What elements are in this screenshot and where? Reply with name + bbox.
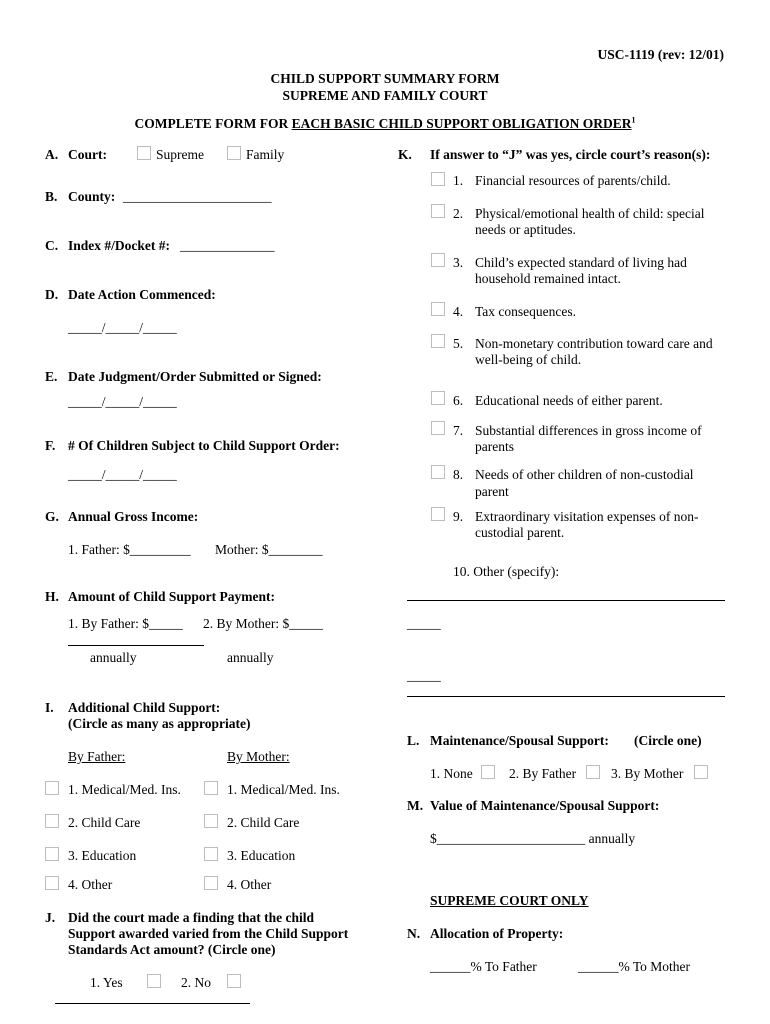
reason-9-checkbox[interactable] — [431, 507, 445, 521]
reason-9-text: Extraordinary visitation expenses of non- — [475, 509, 699, 524]
other-blank-1[interactable]: _____ — [407, 616, 441, 631]
form-title: CHILD SUPPORT SUMMARY FORM — [270, 71, 500, 86]
reason-5-text-cont: well-being of child. — [475, 352, 582, 367]
index-docket-field[interactable]: ______________ — [180, 238, 275, 253]
father-medical-checkbox[interactable] — [45, 781, 59, 795]
family-label: Family — [246, 147, 285, 162]
no-checkbox[interactable] — [227, 974, 241, 988]
father-payment-field[interactable]: 1. By Father: $_____ — [68, 616, 183, 631]
other-line-1[interactable] — [407, 600, 725, 601]
reason-4-number: 4. — [453, 304, 464, 319]
reason-7-text-cont: parents — [475, 439, 514, 454]
signature-line — [55, 1003, 250, 1004]
maintenance-circle-instruction: (Circle one) — [634, 733, 702, 748]
date-commenced-field[interactable]: _____/_____/_____ — [68, 320, 177, 335]
mother-medical-label: 1. Medical/Med. Ins. — [227, 782, 340, 797]
county-field[interactable]: ______________________ — [123, 189, 272, 204]
section-c-letter: C. — [45, 238, 59, 253]
reason-2-text-cont: needs or aptitudes. — [475, 222, 576, 237]
maintenance-none-label: 1. None — [430, 766, 473, 781]
court-title: SUPREME AND FAMILY COURT — [282, 88, 488, 103]
subtitle-underlined: EACH BASIC CHILD SUPPORT OBLIGATION ORDER — [291, 116, 632, 131]
supreme-label: Supreme — [156, 147, 204, 162]
reason-3-checkbox[interactable] — [431, 253, 445, 267]
reason-5-text: Non-monetary contribution toward care and — [475, 336, 713, 351]
reason-2-text: Physical/emotional health of child: special — [475, 206, 705, 221]
section-k-letter: K. — [398, 147, 412, 162]
form-subtitle — [0, 116, 770, 132]
finding-question-line1: Did the court made a finding that the child — [68, 910, 315, 925]
children-count-label: # Of Children Subject to Child Support Order: — [68, 438, 340, 453]
reason-5-checkbox[interactable] — [431, 334, 445, 348]
reason-7-checkbox[interactable] — [431, 421, 445, 435]
index-docket-label: Index #/Docket #: — [68, 238, 170, 253]
section-n-letter: N. — [407, 926, 421, 941]
reason-9-text-cont: custodial parent. — [475, 525, 565, 540]
section-l-letter: L. — [407, 733, 420, 748]
mother-annually-label: annually — [227, 650, 274, 665]
mother-payment-field[interactable]: 2. By Mother: $_____ — [203, 616, 323, 631]
yes-label: 1. Yes — [90, 975, 123, 990]
reason-other-label: 10. Other (specify): — [453, 564, 560, 579]
family-checkbox[interactable] — [227, 146, 241, 160]
payment-underline — [68, 645, 204, 646]
section-m-letter: M. — [407, 798, 424, 813]
yes-checkbox[interactable] — [147, 974, 161, 988]
other-line-2[interactable] — [407, 696, 725, 697]
subtitle-prefix: COMPLETE FORM FOR — [134, 116, 292, 131]
reason-1-checkbox[interactable] — [431, 172, 445, 186]
date-judgment-field[interactable]: _____/_____/_____ — [68, 394, 177, 409]
by-father-heading: By Father: — [68, 749, 126, 764]
date-commenced-label: Date Action Commenced: — [68, 287, 216, 302]
no-label: 2. No — [181, 975, 211, 990]
reason-6-number: 6. — [453, 393, 464, 408]
maintenance-father-checkbox[interactable] — [586, 765, 600, 779]
reason-6-checkbox[interactable] — [431, 391, 445, 405]
other-blank-2[interactable]: _____ — [407, 668, 441, 683]
reason-8-checkbox[interactable] — [431, 465, 445, 479]
father-education-checkbox[interactable] — [45, 847, 59, 861]
footnote-mark: 1 — [631, 115, 636, 125]
section-i-letter: I. — [45, 700, 54, 715]
maintenance-mother-checkbox[interactable] — [694, 765, 708, 779]
gross-income-label: Annual Gross Income: — [68, 509, 199, 524]
father-other-checkbox[interactable] — [45, 876, 59, 890]
finding-question-line3: Standards Act amount? (Circle one) — [68, 942, 276, 957]
additional-support-label: Additional Child Support: — [68, 700, 221, 715]
supreme-checkbox[interactable] — [137, 146, 151, 160]
mother-education-checkbox[interactable] — [204, 847, 218, 861]
reason-3-number: 3. — [453, 255, 464, 270]
mother-childcare-checkbox[interactable] — [204, 814, 218, 828]
mother-income-field[interactable]: Mother: $________ — [215, 542, 323, 557]
reason-8-text: Needs of other children of non-custodial — [475, 467, 694, 482]
property-father-field[interactable]: ______% To Father — [430, 959, 537, 974]
reason-9-number: 9. — [453, 509, 464, 524]
maintenance-father-label: 2. By Father — [509, 766, 577, 781]
mother-other-checkbox[interactable] — [204, 876, 218, 890]
reasons-label: If answer to “J” was yes, circle court’s reason(s): — [430, 147, 711, 162]
by-mother-heading: By Mother: — [227, 749, 290, 764]
reason-7-number: 7. — [453, 423, 464, 438]
section-d-letter: D. — [45, 287, 59, 302]
maintenance-mother-label: 3. By Mother — [611, 766, 684, 781]
property-allocation-label: Allocation of Property: — [430, 926, 564, 941]
reason-7-text: Substantial differences in gross income of — [475, 423, 702, 438]
father-education-label: 3. Education — [68, 848, 137, 863]
father-other-label: 4. Other — [68, 877, 113, 892]
support-payment-label: Amount of Child Support Payment: — [68, 589, 276, 604]
reason-3-text-cont: household remained intact. — [475, 271, 621, 286]
mother-other-label: 4. Other — [227, 877, 272, 892]
maintenance-value-label: Value of Maintenance/Spousal Support: — [430, 798, 660, 813]
reason-1-text: Financial resources of parents/child. — [475, 173, 671, 188]
section-a-letter: A. — [45, 147, 59, 162]
section-e-letter: E. — [45, 369, 58, 384]
section-j-letter: J. — [45, 910, 56, 925]
reason-4-checkbox[interactable] — [431, 302, 445, 316]
reason-2-checkbox[interactable] — [431, 204, 445, 218]
father-annually-label: annually — [90, 650, 137, 665]
court-label: Court: — [68, 147, 107, 162]
section-b-letter: B. — [45, 189, 58, 204]
section-f-letter: F. — [45, 438, 56, 453]
reason-8-text-cont: parent — [475, 484, 509, 499]
circle-instruction: (Circle as many as appropriate) — [68, 716, 251, 731]
form-code: USC-1119 (rev: 12/01) — [597, 47, 724, 62]
property-mother-field[interactable]: ______% To Mother — [578, 959, 691, 974]
date-judgment-label: Date Judgment/Order Submitted or Signed: — [68, 369, 322, 384]
reason-3-text: Child’s expected standard of living had — [475, 255, 687, 270]
maintenance-value-field[interactable]: $______________________ annually — [430, 831, 636, 846]
section-h-letter: H. — [45, 589, 59, 604]
maintenance-none-checkbox[interactable] — [481, 765, 495, 779]
mother-education-label: 3. Education — [227, 848, 296, 863]
father-childcare-checkbox[interactable] — [45, 814, 59, 828]
finding-question-line2: Support awarded varied from the Child Support — [68, 926, 349, 941]
reason-6-text: Educational needs of either parent. — [475, 393, 663, 408]
supreme-court-only-heading: SUPREME COURT ONLY — [430, 893, 589, 908]
children-count-field[interactable]: _____/_____/_____ — [68, 467, 177, 482]
reason-8-number: 8. — [453, 467, 464, 482]
father-childcare-label: 2. Child Care — [68, 815, 141, 830]
father-income-field[interactable]: 1. Father: $_________ — [68, 542, 191, 557]
mother-childcare-label: 2. Child Care — [227, 815, 300, 830]
reason-5-number: 5. — [453, 336, 464, 351]
father-medical-label: 1. Medical/Med. Ins. — [68, 782, 181, 797]
reason-2-number: 2. — [453, 206, 464, 221]
maintenance-label: Maintenance/Spousal Support: — [430, 733, 609, 748]
reason-1-number: 1. — [453, 173, 464, 188]
section-g-letter: G. — [45, 509, 59, 524]
mother-medical-checkbox[interactable] — [204, 781, 218, 795]
county-label: County: — [68, 189, 116, 204]
reason-4-text: Tax consequences. — [475, 304, 577, 319]
